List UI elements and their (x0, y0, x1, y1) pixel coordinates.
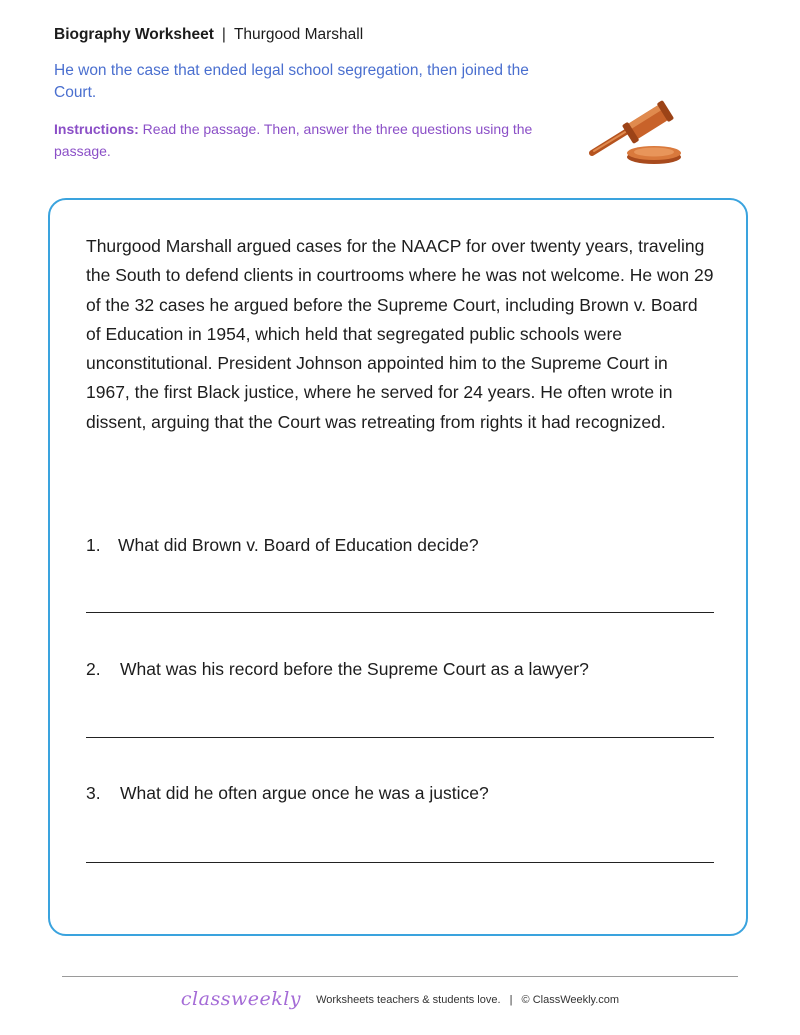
question-2 (86, 659, 589, 680)
question-number: 3. (86, 783, 101, 803)
question-text: What did he often argue once he was a justice? (120, 783, 489, 803)
question-1 (86, 535, 479, 556)
question-3 (86, 783, 489, 804)
worksheet-header (54, 26, 363, 44)
footer-copyright: © ClassWeekly.com (521, 994, 620, 1006)
header-separator: | (221, 26, 226, 43)
instructions (54, 118, 574, 162)
question-number: 2. (86, 659, 101, 679)
answer-line-3[interactable] (86, 862, 714, 863)
gavel-icon (584, 100, 684, 170)
answer-line-2[interactable] (86, 737, 714, 738)
footer-separator: | (509, 994, 513, 1006)
instructions-label: Instructions: (54, 121, 139, 137)
question-text: What was his record before the Supreme Court as a lawyer? (120, 659, 589, 679)
instructions-text: Read the passage. Then, answer the three questions using the passage. (54, 121, 533, 159)
brand-logo: classweekly (180, 988, 302, 1010)
reading-passage: Thurgood Marshall argued cases for the NAACP for over twenty years, traveling the South to defend clients in courtrooms where he was not welcome. He won 29 of the 32 cases he argued before the Supreme Court, including Brown v. Board of Education in 1954, which held that segregated public schools were unconstitutional. President Johnson appointed him to the Supreme Court in 1967, the first Black justice, where he served for 24 years. He often wrote in dissent, arguing that the Court was retreating from rights it had recognized. (86, 236, 714, 432)
answer-line-1[interactable] (86, 612, 714, 613)
worksheet-subject: Thurgood Marshall (233, 26, 364, 43)
footer-divider (62, 976, 738, 977)
footer-tagline: Worksheets teachers & students love. (316, 994, 501, 1006)
footer (0, 988, 800, 1010)
question-text: What did Brown v. Board of Education decide? (118, 535, 479, 555)
question-number: 1. (86, 535, 101, 555)
worksheet-type: Biography Worksheet (54, 26, 214, 43)
worksheet-subtitle: He won the case that ended legal school segregation, then joined the Court. (54, 62, 529, 101)
